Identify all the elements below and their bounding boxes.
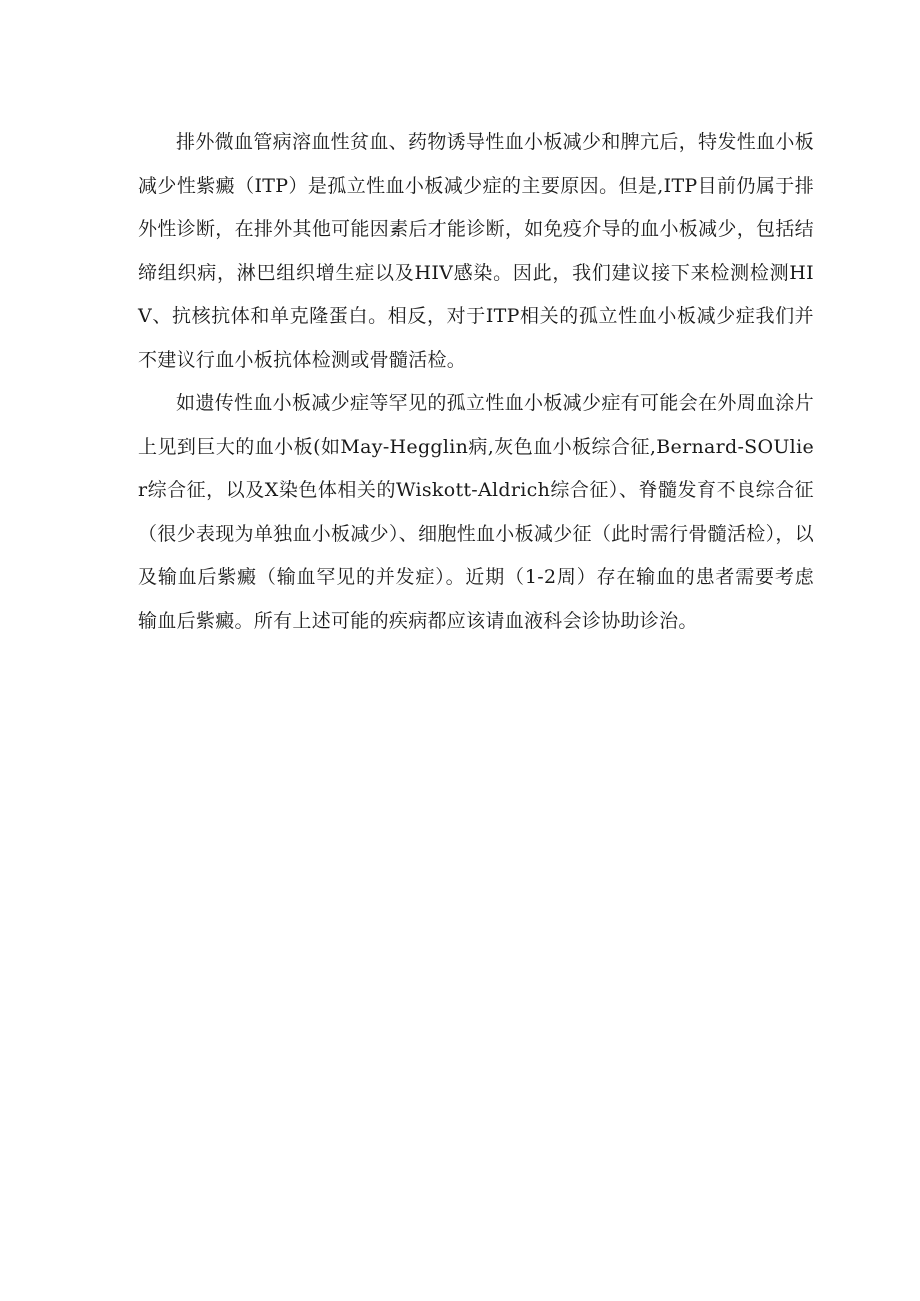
paragraph-rare-thrombocytopenia: 如遗传性血小板减少症等罕见的孤立性血小板减少症有可能会在外周血涂片上见到巨大的血小板(如May-Hegglin病,灰色血小板综合征,Bernard-SOUlier综合征，以及X染色体相关的Wiskott-Aldrich综合征）、脊髓发育不良综合征（很少表现为单独血小板减少）、细胞性血小板减少征（此时需行骨髓活检），以及输血后紫癜（输血罕见的并发症）。近期（1-2周）存在输血的患者需要考虑输血后紫癜。所有上述可能的疾病都应该请血液科会诊协助诊治。 <box>138 392 814 632</box>
document-body <box>138 121 814 643</box>
paragraph-itp-diagnosis: 排外微血管病溶血性贫血、药物诱导性血小板减少和脾亢后，特发性血小板减少性紫癜（ITP）是孤立性血小板减少症的主要原因。但是,ITP目前仍属于排外性诊断，在排外其他可能因素后才能诊断，如免疫介导的血小板减少，包括结缔组织病，淋巴组织增生症以及HIV感染。因此，我们建议接下来检测检测HIV、抗核抗体和单克隆蛋白。相反，对于ITP相关的孤立性血小板减少症我们并不建议行血小板抗体检测或骨髓活检。 <box>138 131 814 371</box>
